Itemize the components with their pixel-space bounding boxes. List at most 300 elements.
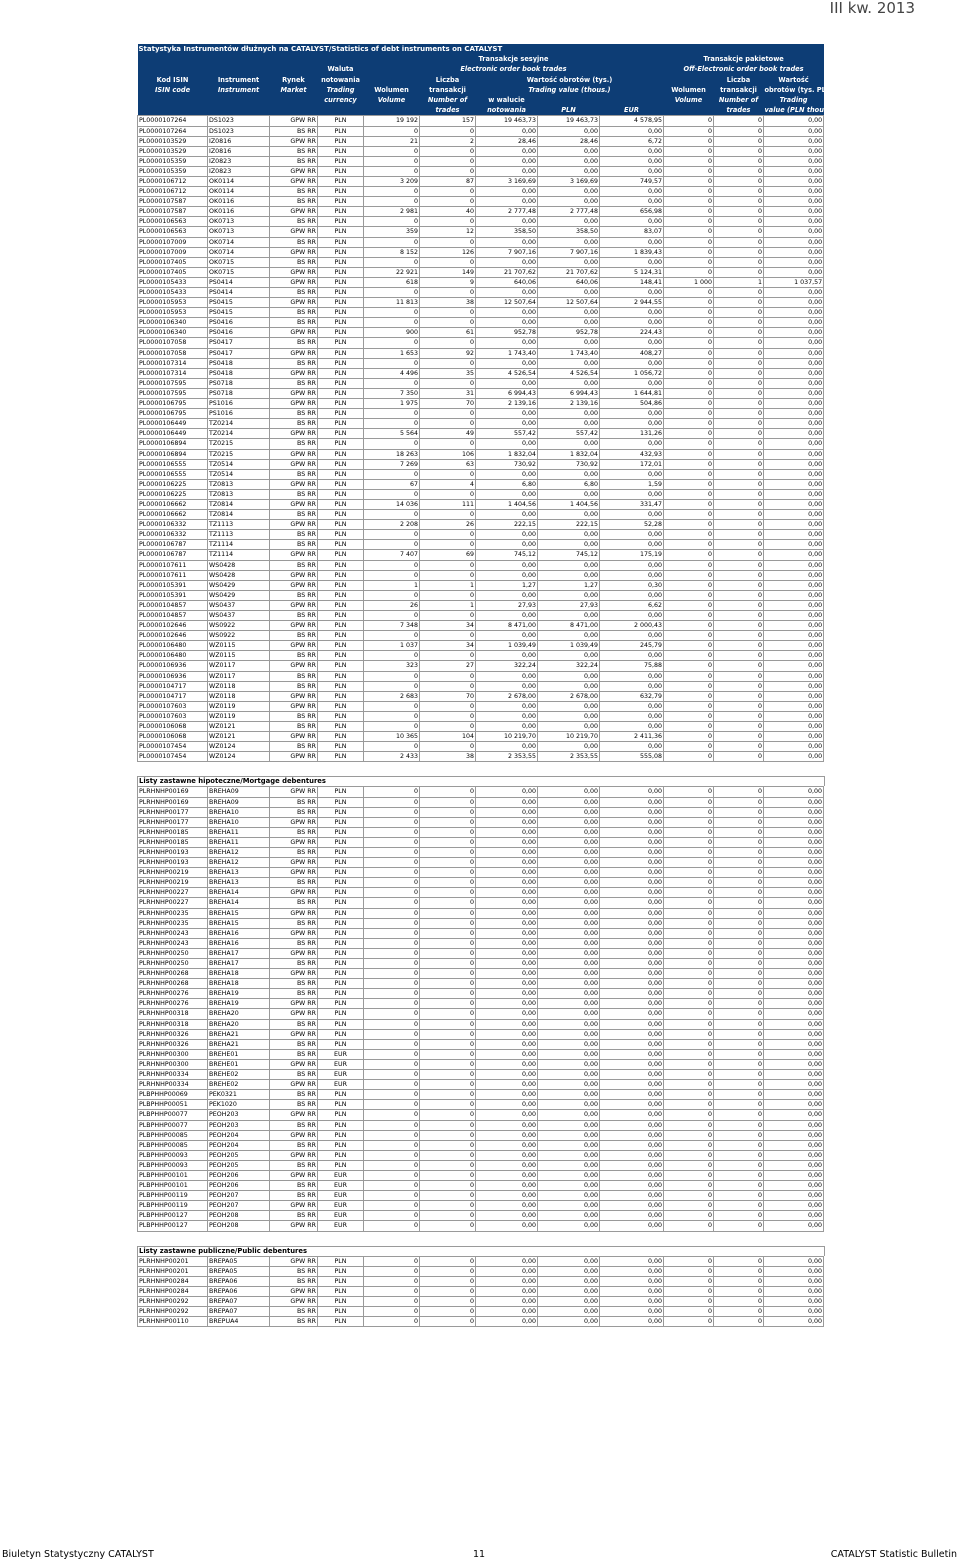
cell-value-eur: 0,00: [600, 918, 664, 928]
cell-isin: PL0000107264: [138, 126, 208, 136]
cell-block-volume: 0: [664, 469, 714, 479]
cell-currency: PLN: [318, 797, 364, 807]
cell-market: GPW RR: [270, 429, 318, 439]
cell-value-pln: 0,00: [538, 1181, 600, 1191]
cell-volume: 0: [364, 1080, 420, 1090]
cell-block-volume: 0: [664, 908, 714, 918]
cell-instrument: WS0922: [208, 621, 270, 631]
cell-block-volume: 0: [664, 1070, 714, 1080]
cell-market: BS RR: [270, 979, 318, 989]
cell-currency: PLN: [318, 328, 364, 338]
table-row: [138, 570, 824, 580]
cell-block-trades: 0: [714, 358, 764, 368]
cell-block-volume: 0: [664, 691, 714, 701]
cell-value-currency: 0,00: [476, 257, 538, 267]
cell-volume: 0: [364, 510, 420, 520]
cell-block-volume: 0: [664, 1019, 714, 1029]
cell-value-eur: 0,00: [600, 827, 664, 837]
cell-isin: PL0000107314: [138, 358, 208, 368]
cell-value-currency: 730,92: [476, 459, 538, 469]
debt-instruments-statistics: [137, 44, 835, 1327]
cell-value-eur: 0,00: [600, 898, 664, 908]
cell-block-trades: 0: [714, 560, 764, 570]
cell-instrument: OK0114: [208, 187, 270, 197]
cell-isin: PLRHNHP00110: [138, 1317, 208, 1327]
cell-block-value: 0,00: [764, 1286, 824, 1296]
cell-block-trades: 0: [714, 166, 764, 176]
cell-block-volume: 0: [664, 338, 714, 348]
cell-trades: 0: [420, 358, 476, 368]
cell-currency: PLN: [318, 918, 364, 928]
cell-value-pln: 0,00: [538, 1090, 600, 1100]
cell-block-value: 0,00: [764, 540, 824, 550]
cell-block-trades: 0: [714, 711, 764, 721]
cell-value-eur: 172,01: [600, 459, 664, 469]
cell-block-volume: 0: [664, 807, 714, 817]
cell-instrument: TZ1113: [208, 530, 270, 540]
cell-isin: PL0000106332: [138, 530, 208, 540]
table-row: [138, 661, 824, 671]
table-row: [138, 1070, 824, 1080]
cell-block-volume: 0: [664, 938, 714, 948]
cell-market: BS RR: [270, 469, 318, 479]
cell-block-volume: 0: [664, 722, 714, 732]
cell-trades: 0: [420, 1276, 476, 1286]
cell-block-volume: 0: [664, 288, 714, 298]
cell-market: BS RR: [270, 197, 318, 207]
cell-value-pln: 0,00: [538, 378, 600, 388]
cell-volume: 0: [364, 888, 420, 898]
cell-value-pln: 0,00: [538, 651, 600, 661]
cell-volume: 0: [364, 288, 420, 298]
cell-block-value: 0,00: [764, 1049, 824, 1059]
cell-value-currency: 0,00: [476, 1070, 538, 1080]
cell-value-pln: 0,00: [538, 631, 600, 641]
instrument-header: Instrument: [208, 75, 270, 85]
cell-value-currency: 0,00: [476, 1150, 538, 1160]
cell-block-volume: 0: [664, 166, 714, 176]
cell-volume: 323: [364, 661, 420, 671]
cell-block-trades: 0: [714, 969, 764, 979]
cell-value-pln: 0,00: [538, 540, 600, 550]
cell-market: BS RR: [270, 146, 318, 156]
cell-trades: 0: [420, 570, 476, 580]
table-row: [138, 429, 824, 439]
cell-volume: 3 209: [364, 176, 420, 186]
mortgage-debentures-title: Listy zastawne hipoteczne/Mortgage debentures: [137, 776, 825, 786]
cell-value-pln: 0,00: [538, 318, 600, 328]
cell-block-volume: 0: [664, 570, 714, 580]
cell-currency: PLN: [318, 969, 364, 979]
cell-instrument: BREPA05: [208, 1256, 270, 1266]
cell-value-eur: 0,00: [600, 469, 664, 479]
cell-value-pln: 0,00: [538, 928, 600, 938]
cell-value-eur: 0,00: [600, 1009, 664, 1019]
cell-value-pln: 0,00: [538, 560, 600, 570]
cell-market: BS RR: [270, 1266, 318, 1276]
cell-block-volume: 0: [664, 499, 714, 509]
cell-block-value: 0,00: [764, 868, 824, 878]
cell-instrument: TZ0813: [208, 489, 270, 499]
cell-value-currency: 0,00: [476, 868, 538, 878]
cell-block-trades: 0: [714, 1009, 764, 1019]
cell-value-currency: 12 507,64: [476, 298, 538, 308]
cell-market: BS RR: [270, 338, 318, 348]
cell-value-eur: 224,43: [600, 328, 664, 338]
cell-volume: 0: [364, 257, 420, 267]
cell-isin: PL0000105359: [138, 166, 208, 176]
cell-market: GPW RR: [270, 732, 318, 742]
cell-currency: PLN: [318, 1019, 364, 1029]
cell-instrument: BREHE01: [208, 1059, 270, 1069]
cell-isin: PLBPHHP00077: [138, 1120, 208, 1130]
cell-currency: PLN: [318, 858, 364, 868]
cell-value-pln: 730,92: [538, 459, 600, 469]
cell-market: BS RR: [270, 409, 318, 419]
cell-value-currency: 2 678,00: [476, 691, 538, 701]
cell-currency: PLN: [318, 631, 364, 641]
cell-value-currency: 0,00: [476, 878, 538, 888]
cell-isin: PL0000105359: [138, 156, 208, 166]
cell-block-volume: 0: [664, 621, 714, 631]
cell-block-trades: 0: [714, 419, 764, 429]
cell-currency: PLN: [318, 237, 364, 247]
cell-block-volume: 0: [664, 1120, 714, 1130]
cell-volume: 0: [364, 918, 420, 928]
cell-instrument: BREHE01: [208, 1049, 270, 1059]
cell-value-currency: 640,06: [476, 277, 538, 287]
cell-value-eur: 75,88: [600, 661, 664, 671]
cell-value-currency: 1 743,40: [476, 348, 538, 358]
cell-value-pln: 7 907,16: [538, 247, 600, 257]
cell-volume: 0: [364, 1140, 420, 1150]
table-row: [138, 308, 824, 318]
cell-instrument: WZ0121: [208, 722, 270, 732]
cell-value-eur: 0,00: [600, 338, 664, 348]
cell-block-volume: 0: [664, 1049, 714, 1059]
cell-block-value: 0,00: [764, 600, 824, 610]
cell-instrument: BREHA15: [208, 918, 270, 928]
cell-block-volume: 0: [664, 318, 714, 328]
cell-volume: 0: [364, 197, 420, 207]
cell-block-value: 0,00: [764, 439, 824, 449]
cell-currency: PLN: [318, 116, 364, 126]
cell-instrument: PEOH203: [208, 1120, 270, 1130]
cell-currency: PLN: [318, 868, 364, 878]
cell-isin: PL0000107009: [138, 247, 208, 257]
cell-value-pln: 0,00: [538, 797, 600, 807]
cell-block-trades: 0: [714, 807, 764, 817]
cell-isin: PL0000106894: [138, 439, 208, 449]
cell-market: BS RR: [270, 1019, 318, 1029]
cell-isin: PL0000107264: [138, 116, 208, 126]
cell-block-trades: 0: [714, 146, 764, 156]
cell-instrument: BREHA10: [208, 817, 270, 827]
cell-value-eur: 0,00: [600, 938, 664, 948]
cell-block-value: 0,00: [764, 787, 824, 797]
cell-isin: PL0000106936: [138, 671, 208, 681]
cell-trades: 0: [420, 510, 476, 520]
cell-block-value: 0,00: [764, 711, 824, 721]
cell-value-pln: 6 994,43: [538, 388, 600, 398]
table-row: [138, 827, 824, 837]
in-currency-header-2: notowania: [476, 105, 538, 116]
cell-block-volume: 0: [664, 419, 714, 429]
cell-value-pln: 0,00: [538, 156, 600, 166]
cell-market: GPW RR: [270, 499, 318, 509]
table-row: [138, 711, 824, 721]
cell-currency: PLN: [318, 368, 364, 378]
cell-market: BS RR: [270, 1191, 318, 1201]
cell-currency: PLN: [318, 651, 364, 661]
cell-block-trades: 0: [714, 1307, 764, 1317]
cell-trades: 0: [420, 1090, 476, 1100]
cell-block-trades: 0: [714, 1100, 764, 1110]
cell-isin: PL0000106068: [138, 722, 208, 732]
cell-value-pln: 0,00: [538, 1019, 600, 1029]
cell-block-value: 0,00: [764, 1039, 824, 1049]
cell-currency: PLN: [318, 388, 364, 398]
cell-trades: 0: [420, 787, 476, 797]
cell-value-pln: 0,00: [538, 948, 600, 958]
cell-instrument: WS0429: [208, 590, 270, 600]
cell-block-value: 0,00: [764, 1221, 824, 1231]
cell-value-currency: 1 832,04: [476, 449, 538, 459]
currency-header-2: notowania: [318, 75, 364, 85]
cell-value-eur: 0,00: [600, 787, 664, 797]
cell-market: GPW RR: [270, 207, 318, 217]
table-row: [138, 938, 824, 948]
cell-isin: PLRHNHP00268: [138, 979, 208, 989]
cell-block-value: 0,00: [764, 1170, 824, 1180]
cell-volume: 0: [364, 671, 420, 681]
cell-trades: 0: [420, 1039, 476, 1049]
cell-block-volume: 0: [664, 701, 714, 711]
cell-value-currency: 0,00: [476, 439, 538, 449]
cell-value-currency: 222,15: [476, 520, 538, 530]
public-debentures-table: [137, 1256, 824, 1328]
cell-value-eur: 0,00: [600, 1029, 664, 1039]
cell-block-value: 0,00: [764, 247, 824, 257]
cell-currency: PLN: [318, 938, 364, 948]
cell-market: GPW RR: [270, 227, 318, 237]
cell-trades: 0: [420, 827, 476, 837]
cell-market: GPW RR: [270, 479, 318, 489]
cell-instrument: BREHA13: [208, 868, 270, 878]
cell-value-eur: 0,00: [600, 817, 664, 827]
cell-block-trades: 0: [714, 298, 764, 308]
table-row: [138, 1080, 824, 1090]
cell-volume: 0: [364, 868, 420, 878]
quarter-label: III kw. 2013: [829, 0, 915, 17]
cell-value-currency: 4 526,54: [476, 368, 538, 378]
cell-value-eur: 0,00: [600, 701, 664, 711]
cell-block-volume: 0: [664, 817, 714, 827]
cell-isin: PLBPHHP00127: [138, 1221, 208, 1231]
cell-value-eur: 0,00: [600, 1090, 664, 1100]
cell-instrument: OK0715: [208, 267, 270, 277]
cell-value-pln: 0,00: [538, 742, 600, 752]
cell-trades: 0: [420, 1181, 476, 1191]
cell-block-trades: 0: [714, 1049, 764, 1059]
cell-value-currency: 0,00: [476, 928, 538, 938]
cell-volume: 1 653: [364, 348, 420, 358]
cell-value-currency: 0,00: [476, 1307, 538, 1317]
cell-value-currency: 6 994,43: [476, 388, 538, 398]
cell-instrument: WS0428: [208, 570, 270, 580]
table-row: [138, 136, 824, 146]
cell-market: GPW RR: [270, 520, 318, 530]
cell-currency: PLN: [318, 1276, 364, 1286]
cell-market: GPW RR: [270, 752, 318, 762]
cell-currency: PLN: [318, 898, 364, 908]
cell-volume: 0: [364, 611, 420, 621]
cell-instrument: PS0418: [208, 358, 270, 368]
cell-isin: PL0000107454: [138, 752, 208, 762]
cell-trades: 0: [420, 1059, 476, 1069]
cell-market: BS RR: [270, 681, 318, 691]
table-row: [138, 722, 824, 732]
cell-isin: PL0000106662: [138, 499, 208, 509]
cell-market: BS RR: [270, 671, 318, 681]
cell-instrument: BREHA19: [208, 989, 270, 999]
cell-value-eur: 0,00: [600, 1080, 664, 1090]
cell-currency: PLN: [318, 520, 364, 530]
cell-block-trades: 0: [714, 999, 764, 1009]
cell-instrument: BREHE02: [208, 1070, 270, 1080]
cell-block-value: 0,00: [764, 217, 824, 227]
table-row: [138, 671, 824, 681]
cell-value-pln: 0,00: [538, 1029, 600, 1039]
cell-currency: PLN: [318, 358, 364, 368]
cell-instrument: PEK0321: [208, 1090, 270, 1100]
cell-instrument: BREHA21: [208, 1039, 270, 1049]
cell-isin: PLRHNHP00276: [138, 999, 208, 1009]
cell-block-trades: 0: [714, 540, 764, 550]
cell-block-value: 0,00: [764, 797, 824, 807]
cell-market: BS RR: [270, 1317, 318, 1327]
cell-instrument: TZ0514: [208, 469, 270, 479]
table-row: [138, 732, 824, 742]
cell-block-value: 0,00: [764, 267, 824, 277]
cell-value-pln: 0,00: [538, 711, 600, 721]
cell-volume: 0: [364, 938, 420, 948]
cell-currency: PLN: [318, 1317, 364, 1327]
cell-isin: PLRHNHP00185: [138, 827, 208, 837]
cell-value-pln: 28,46: [538, 136, 600, 146]
cell-isin: PLBPHHP00119: [138, 1191, 208, 1201]
table-row: [138, 499, 824, 509]
table-row: [138, 318, 824, 328]
cell-value-pln: 0,00: [538, 847, 600, 857]
cell-isin: PLBPHHP00127: [138, 1211, 208, 1221]
cell-block-volume: 0: [664, 928, 714, 938]
cell-block-trades: 0: [714, 247, 764, 257]
cell-trades: 0: [420, 948, 476, 958]
pln-header: PLN: [538, 105, 600, 116]
cell-currency: PLN: [318, 701, 364, 711]
cell-isin: PL0000107314: [138, 368, 208, 378]
cell-trades: 0: [420, 540, 476, 550]
cell-market: GPW RR: [270, 136, 318, 146]
cell-block-volume: 0: [664, 1160, 714, 1170]
cell-isin: PLRHNHP00201: [138, 1266, 208, 1276]
cell-trades: 38: [420, 298, 476, 308]
cell-block-volume: 1 000: [664, 277, 714, 287]
cell-currency: PLN: [318, 146, 364, 156]
cell-isin: PL0000106068: [138, 732, 208, 742]
cell-value-currency: 21 707,62: [476, 267, 538, 277]
cell-block-volume: 0: [664, 969, 714, 979]
cell-currency: PLN: [318, 681, 364, 691]
cell-trades: 0: [420, 469, 476, 479]
cell-block-value: 0,00: [764, 348, 824, 358]
cell-block-volume: 0: [664, 298, 714, 308]
number-of-header-en: Number of: [420, 95, 476, 105]
cell-block-volume: 0: [664, 176, 714, 186]
cell-volume: 0: [364, 530, 420, 540]
cell-value-eur: 0,00: [600, 1049, 664, 1059]
cell-block-value: 0,00: [764, 1256, 824, 1266]
cell-currency: PLN: [318, 479, 364, 489]
cell-block-value: 0,00: [764, 908, 824, 918]
cell-value-currency: 0,00: [476, 590, 538, 600]
cell-trades: 0: [420, 868, 476, 878]
cell-trades: 0: [420, 1296, 476, 1306]
cell-volume: 7 350: [364, 388, 420, 398]
cell-isin: PLRHNHP00284: [138, 1276, 208, 1286]
cell-value-pln: 0,00: [538, 197, 600, 207]
cell-value-currency: 0,00: [476, 156, 538, 166]
cell-block-trades: 0: [714, 217, 764, 227]
cell-block-volume: 0: [664, 1221, 714, 1231]
cell-value-pln: 0,00: [538, 681, 600, 691]
cell-value-pln: 0,00: [538, 308, 600, 318]
cell-block-volume: 0: [664, 1090, 714, 1100]
cell-instrument: PS0415: [208, 298, 270, 308]
cell-volume: 0: [364, 1286, 420, 1296]
cell-block-value: 0,00: [764, 590, 824, 600]
cell-block-value: 0,00: [764, 1130, 824, 1140]
cell-value-currency: 0,00: [476, 338, 538, 348]
cell-block-value: 0,00: [764, 661, 824, 671]
cell-value-pln: 0,00: [538, 1201, 600, 1211]
cell-block-value: 0,00: [764, 409, 824, 419]
cell-block-trades: 0: [714, 827, 764, 837]
cell-value-pln: 0,00: [538, 217, 600, 227]
cell-volume: 359: [364, 227, 420, 237]
cell-isin: PL0000107603: [138, 711, 208, 721]
cell-instrument: BREHA10: [208, 807, 270, 817]
cell-block-trades: 0: [714, 1201, 764, 1211]
cell-currency: PLN: [318, 590, 364, 600]
cell-trades: 0: [420, 1080, 476, 1090]
cell-isin: PL0000107058: [138, 348, 208, 358]
cell-value-pln: 0,00: [538, 817, 600, 827]
cell-value-currency: 0,00: [476, 1049, 538, 1059]
cell-value-eur: 131,26: [600, 429, 664, 439]
cell-value-eur: 0,00: [600, 1221, 664, 1231]
cell-trades: 0: [420, 908, 476, 918]
cell-isin: PL0000105391: [138, 580, 208, 590]
cell-volume: 1: [364, 580, 420, 590]
cell-block-value: 0,00: [764, 1090, 824, 1100]
cell-block-trades: 0: [714, 1029, 764, 1039]
cell-currency: PLN: [318, 928, 364, 938]
cell-volume: 0: [364, 1307, 420, 1317]
cell-market: BS RR: [270, 439, 318, 449]
cell-value-eur: 0,00: [600, 878, 664, 888]
